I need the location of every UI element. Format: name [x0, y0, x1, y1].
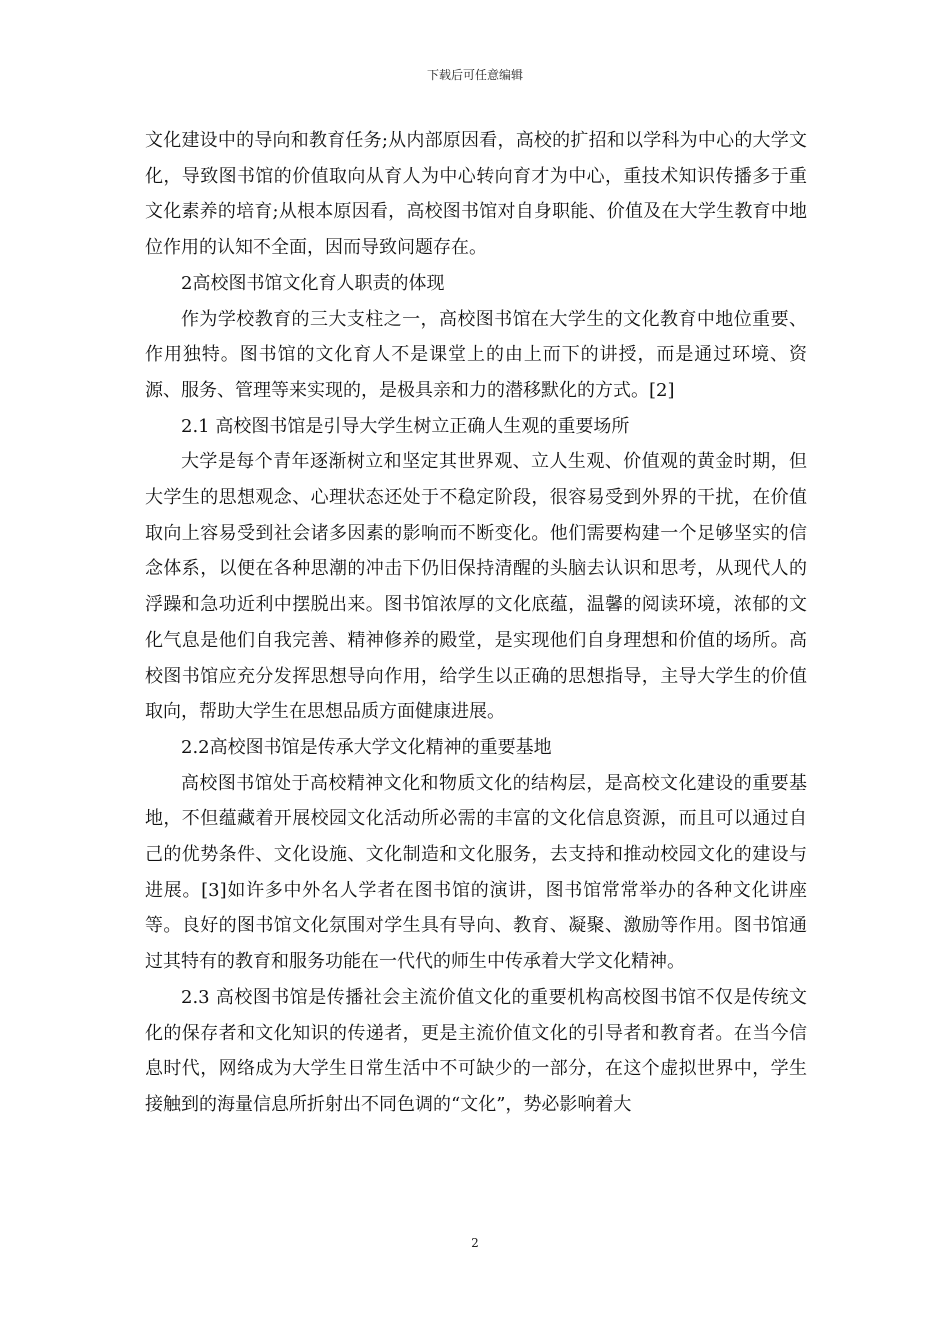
- paragraph-2-2: 高校图书馆处于高校精神文化和物质文化的结构层，是高校文化建设的重要基地，不但蕴藏着开展校园文化活动所必需的丰富的文化信息资源，而且可以通过自己的优势条件、文化设施、文化制造和文化服务，去支持和推动校园文化的建设与进展。[3]如许多中外名人学者在图书馆的演讲，图书馆常常举办的各种文化讲座等。良好的图书馆文化氛围对学生具有导向、教育、凝聚、激励等作用。图书馆通过其特有的教育和服务功能在一代代的师生中传承着大学文化精神。: [145, 772, 807, 973]
- page-number: 2: [471, 1236, 479, 1250]
- paragraph-2-1: 大学是每个青年逐渐树立和坚定其世界观、立人生观、价值观的黄金时期，但大学生的思想观念、心理状态还处于不稳定阶段，很容易受到外界的干扰，在价值取向上容易受到社会诸多因素的影响而不断变化。他们需要构建一个足够坚实的信念体系，以便在各种思潮的冲击下仍旧保持清醒的头脑去认识和思考，从现代人的浮躁和急功近利中摆脱出来。图书馆浓厚的文化底蕴，温馨的阅读环境，浓郁的文化气息是他们自我完善、精神修养的殿堂，是实现他们自身理想和价值的场所。高校图书馆应充分发挥思想导向作用，给学生以正确的思想指导，主导大学生的价值取向，帮助大学生在思想品质方面健康进展。: [145, 451, 807, 723]
- section-heading-2-2: 2.2高校图书馆是传承大学文化精神的重要基地: [181, 736, 552, 758]
- document-body: [145, 123, 807, 1123]
- paragraph-2-3: 2.3 高校图书馆是传播社会主流价值文化的重要机构高校图书馆不仅是传统文化的保存者和文化知识的传递者，更是主流价值文化的引导者和教育者。在当今信息时代，网络成为大学生日常生活中不可缺少的一部分，在这个虚拟世界中，学生接触到的海量信息所折射出不同色调的“文化”，势必影响着大: [145, 986, 807, 1115]
- section-heading-2-1: 2.1 高校图书馆是引导大学生树立正确人生观的重要场所: [181, 415, 630, 437]
- section-heading-2: 2高校图书馆文化育人职责的体现: [181, 272, 445, 294]
- paragraph-continuation: 文化建设中的导向和教育任务;从内部原因看，高校的扩招和以学科为中心的大学文化，导致图书馆的价值取向从育人为中心转向育才为中心，重技术知识传播多于重文化素养的培育;从根本原因看，高校图书馆对自身职能、价值及在大学生教育中地位作用的认知不全面，因而导致问题存在。: [145, 130, 807, 259]
- paragraph-intro: 作为学校教育的三大支柱之一，高校图书馆在大学生的文化教育中地位重要、作用独特。图书馆的文化育人不是课堂上的由上而下的讲授，而是通过环境、资源、服务、管理等来实现的，是极具亲和力的潜移默化的方式。[2]: [145, 308, 807, 401]
- page-header: 下载后可任意编辑: [426, 68, 523, 82]
